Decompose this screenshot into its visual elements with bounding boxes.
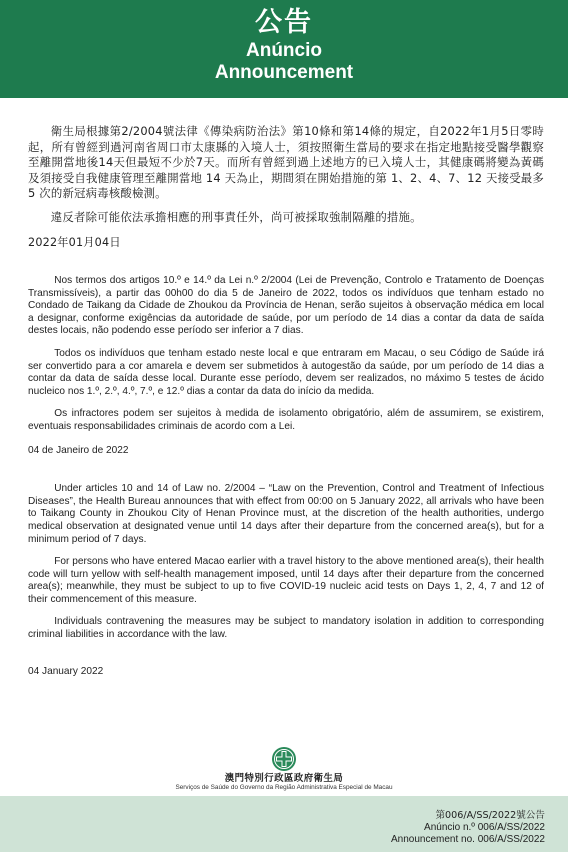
health-bureau-logo-icon (271, 746, 297, 772)
portuguese-paragraph-3: Os infractores podem ser sujeitos à medida de isolamento obrigatório, além de assumirem, se existirem, eventuais responsabilidades criminais de acordo com a Lei. (28, 408, 544, 432)
reference-chinese: 第006/A/SS/2022號公告 (435, 810, 545, 821)
bureau-name-chinese: 澳門特別行政區政府衛生局 (224, 773, 344, 784)
title-english: Announcement (214, 62, 354, 83)
portuguese-paragraph-2: Todos os indivíduos que tenham estado neste local e que entraram em Macau, o seu Código de Saúde irá ser convertido para a cor amarela e devem ser submetidos à autogestão da saúde, por um período de 14 dias a contar da data de saída desse local. Durante esse período, devem ser realizados, no máximo 5 testes de ácido nucleico nos 1.º, 2.º, 4.º, 7.º, e 12.º dias a contar da data do início da medida. (28, 347, 544, 397)
title-chinese: 公告 (255, 7, 313, 38)
title-portuguese: Anúncio (246, 40, 322, 61)
chinese-paragraph-1: 衛生局根據第2/2004號法律《傳染病防治法》第10條和第14條的規定，自2022年1月5日零時起，所有曾經到過河南省周口市太康縣的入境人士，須按照衛生當局的要求在指定地點接受醫學觀察至離開當地後14天但最短不少於7天。而所有曾經到過上述地方的已入境人士，其健康碼將變為黃碼及須接受自我健康管理至離開當地 14 天為止，期間須在開始措施的第 1、2、4、7、12 天接受最多 5 次的新冠病毒核酸檢測。 (28, 124, 544, 200)
reference-english: Announcement no. 006/A/SS/2022 (390, 834, 545, 845)
portuguese-paragraph-1: Nos termos dos artigos 10.º e 14.º da Lei n.º 2/2004 (Lei de Prevenção, Controlo e Tratamento de Doenças Transmissíveis), a partir das 00h00 do dia 5 de Janeiro de 2022, todos os indivíduos que tenham estado no Condado de Taikang da Cidade de Zhoukou da Província de Henan, serão sujeitos à observação médica em local a designar, conforme exigências da autoridade de saúde, por um período de 14 dias a contar da data de saída destes locais, não podendo esse período ser inferior a 7 dias. (28, 275, 544, 337)
health-bureau-signature (0, 746, 568, 792)
english-section (28, 483, 544, 678)
announcement-body (28, 124, 544, 678)
portuguese-section (28, 275, 544, 457)
reference-portuguese: Anúncio n.º 006/A/SS/2022 (424, 822, 545, 833)
announcement-footer (0, 796, 568, 852)
english-paragraph-3: Individuals contravening the measures may be subject to mandatory isolation in addition to corresponding criminal liabilities in accordance with the law. (28, 616, 544, 641)
english-paragraph-2: For persons who have entered Macao earlier with a travel history to the above mentioned area(s), their health code will turn yellow with self-health management imposed, until 14 days after their departure from the concerned area(s); meanwhile, they must be subject to up to five COVID-19 nucleic acid tests on Days 1, 2, 4, 7 and 12 of their commencement of this measure. (28, 556, 544, 605)
english-date: 04 January 2022 (28, 665, 104, 677)
announcement-header (0, 0, 568, 98)
chinese-section (28, 124, 544, 250)
portuguese-date: 04 de Janeiro de 2022 (28, 444, 129, 456)
chinese-date: 2022年01月04日 (28, 236, 121, 249)
english-paragraph-1: Under articles 10 and 14 of Law no. 2/2004 – “Law on the Prevention, Control and Treatment of Infectious Diseases”, the Health Bureau announces that with effect from 00:00 on 5 January 2022, all arrivals who have been to Taikang County in Zhoukou City of Henan Province must, at the discretion of the health authorities, undergo medical observation at designated venue until 14 days after their departure from the concerned area(s), but for a minimum period of 7 days. (28, 483, 544, 545)
chinese-paragraph-2: 違反者除可能依法承擔相應的刑事責任外，尚可被採取強制隔離的措施。 (50, 209, 422, 224)
bureau-name-portuguese: Serviços de Saúde do Governo da Região Administrativa Especial de Macau (175, 784, 393, 791)
